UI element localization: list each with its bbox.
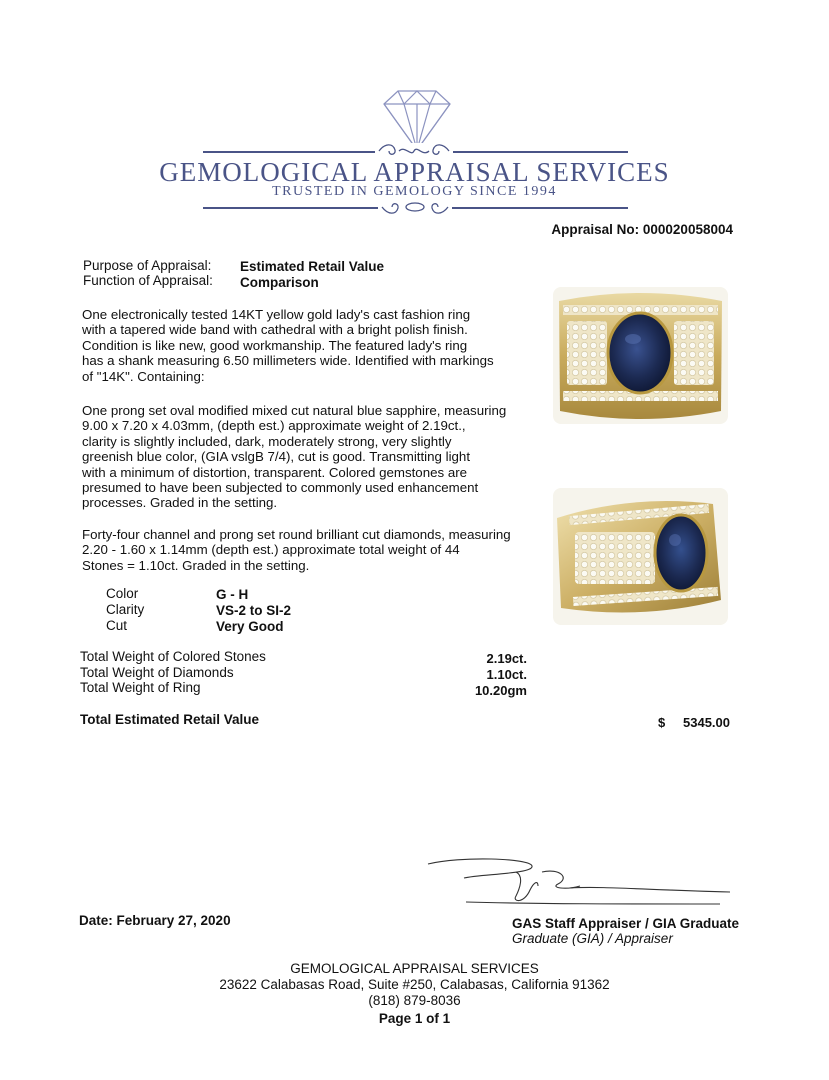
cut-label: Cut <box>106 618 128 633</box>
description-line: 2.20 - 1.60 x 1.14mm (depth est.) approximate total weight of 44 <box>82 542 460 558</box>
description-line: greenish blue color, (GIA vslgB 7/4), cut is good. Transmitting light <box>82 449 471 465</box>
description-line: Forty-four channel and prong set round brilliant cut diamonds, measuring <box>82 527 511 542</box>
total-retail-value: 5345.00 <box>683 715 730 730</box>
description-line: presumed to have been subjected to commonly used enhancement <box>82 480 479 496</box>
description-line: One electronically tested 14KT yellow gold lady's cast fashion ring <box>82 307 471 322</box>
description-line: has a shank measuring 6.50 millimeters wide. Identified with markings <box>82 353 494 369</box>
footer-address: 23622 Calabasas Road, Suite #250, Calabasas, California 91362 <box>219 977 610 992</box>
total-colored-stones-value: 2.19ct. <box>486 651 527 666</box>
cut-value: Very Good <box>216 619 284 634</box>
purpose-value: Estimated Retail Value <box>240 259 385 274</box>
appraiser-subtitle: Graduate (GIA) / Appraiser <box>512 931 673 946</box>
footer-company: GEMOLOGICAL APPRAISAL SERVICES <box>290 961 539 976</box>
company-logo-tagline: TRUSTED IN GEMOLOGY SINCE 1994 <box>272 184 557 199</box>
purpose-label: Purpose of Appraisal: <box>83 258 212 273</box>
appraisal-number-value: 000020058004 <box>642 222 733 237</box>
ring-photo-front <box>553 287 728 424</box>
total-diamonds-value: 1.10ct. <box>486 667 527 682</box>
total-diamonds-label: Total Weight of Diamonds <box>80 665 234 680</box>
function-value: Comparison <box>240 275 319 290</box>
footer-phone: (818) 879-8036 <box>368 993 461 1008</box>
description-line: with a tapered wide band with cathedral with a bright polish finish. <box>82 322 468 338</box>
color-value: G - H <box>216 587 249 602</box>
ring-photo-side <box>553 488 728 625</box>
item-description <box>82 307 527 384</box>
appraisal-number <box>551 222 733 237</box>
description-line: processes. Graded in the setting. <box>82 495 278 511</box>
description-line: One prong set oval modified mixed cut natural blue sapphire, measuring <box>82 403 507 418</box>
function-label: Function of Appraisal: <box>83 273 213 288</box>
company-logo-title: GEMOLOGICAL APPRAISAL SERVICES <box>159 157 670 187</box>
description-line: 9.00 x 7.20 x 4.03mm, (depth est.) approximate weight of 2.19ct., <box>82 418 466 434</box>
description-line: of "14K". Containing: <box>82 368 205 384</box>
description-line: Stones = 1.10ct. Graded in the setting. <box>82 557 310 573</box>
description-line: with a minimum of distortion, transparent. Colored gemstones are <box>82 464 468 480</box>
description-line: Condition is like new, good workmanship. The featured lady's ring <box>82 337 468 353</box>
total-ring-weight-label: Total Weight of Ring <box>80 680 201 695</box>
total-retail-label: Total Estimated Retail Value <box>80 712 260 727</box>
diamond-description <box>82 527 527 573</box>
appraiser-title: GAS Staff Appraiser / GIA Graduate <box>512 916 740 931</box>
sapphire-description <box>82 403 527 511</box>
page-number: Page 1 of 1 <box>378 1011 451 1026</box>
clarity-label: Clarity <box>106 602 145 617</box>
clarity-value: VS-2 to SI-2 <box>216 603 292 618</box>
retail-currency: $ <box>658 715 666 730</box>
color-label: Color <box>106 586 139 601</box>
appraisal-number-label: Appraisal No: <box>551 222 640 237</box>
total-ring-weight-value: 10.20gm <box>474 683 527 698</box>
description-line: clarity is slightly included, dark, moderately strong, very slightly <box>82 433 452 449</box>
total-colored-stones-label: Total Weight of Colored Stones <box>80 649 266 664</box>
scroll-flourish-icon <box>378 199 452 215</box>
appraisal-date: Date: February 27, 2020 <box>79 913 231 928</box>
appraiser-signature <box>420 850 740 910</box>
